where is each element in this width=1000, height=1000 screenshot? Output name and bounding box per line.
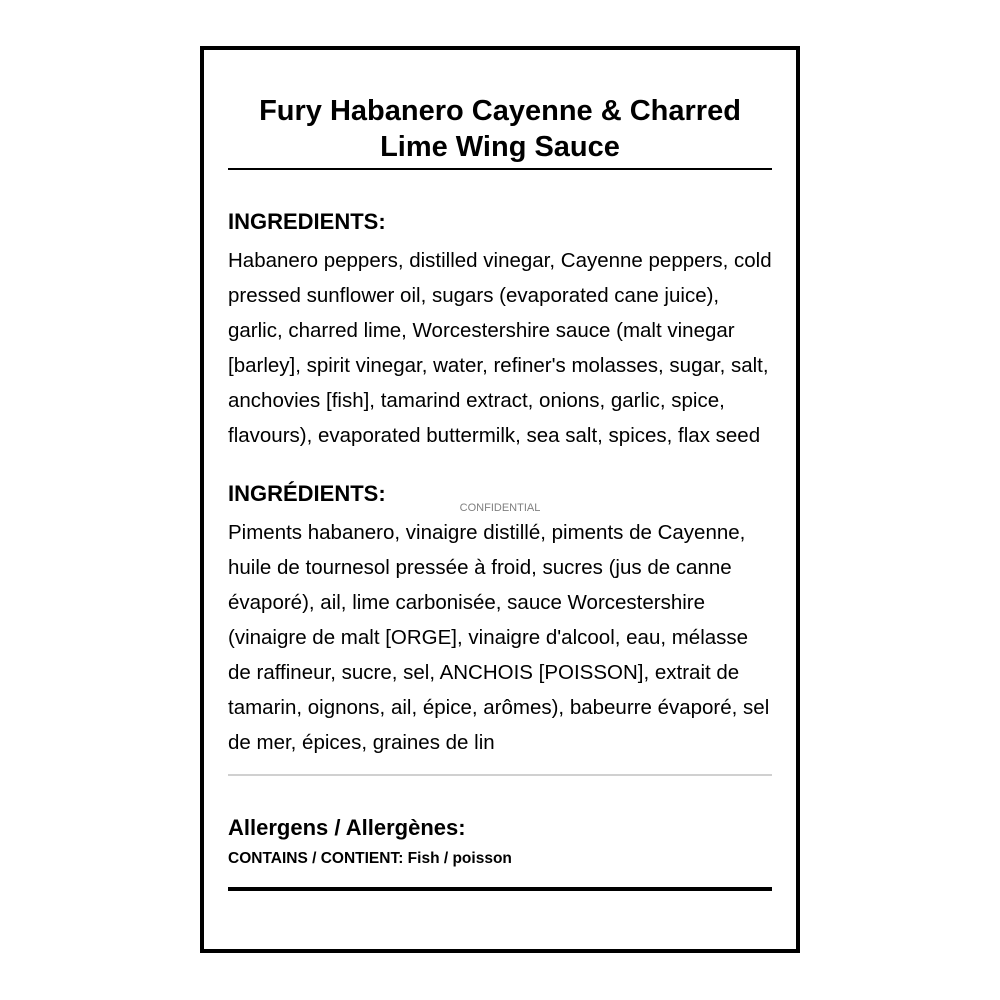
- allergens-heading: Allergens / Allergènes:: [228, 815, 466, 840]
- label-content: [228, 50, 772, 891]
- ingredients-heading-en: INGREDIENTS:: [228, 209, 386, 234]
- confidential-watermark: CONFIDENTIAL: [459, 502, 541, 514]
- ingredients-text-en: Habanero peppers, distilled vinegar, Cayenne peppers, cold pressed sunflower oil, sugars (evaporated cane juice), garlic, charred lime, Worcestershire sauce (malt vinegar [barley], spirit vinegar, water, refiner's molasses, sugar, salt, anchovies [fish], tamarind extract, onions, garlic, spice, flavours), evaporated buttermilk, sea salt, spices, flax seed: [228, 249, 772, 447]
- ingredients-text-fr: Piments habanero, vinaigre distillé, piments de Cayenne, huile de tournesol pressée à froid, sucres (jus de canne évaporé), ail, lime carbonisée, sauce Worcestershire (vinaigre de malt [ORGE], vinaigre d'alcool, eau, mélasse de raffineur, sucre, sel, ANCHOIS [POISSON], extrait de tamarin, oignons, ail, épice, arômes), babeurre évaporé, sel de mer, épices, graines de lin: [228, 521, 770, 754]
- product-title: Fury Habanero Cayenne & Charred Lime Wing Sauce: [259, 95, 741, 163]
- section-divider: [228, 774, 772, 776]
- ingredients-heading-fr: INGRÉDIENTS:: [228, 481, 386, 506]
- bottom-divider: [228, 887, 772, 891]
- title-divider: [228, 168, 772, 170]
- product-label: [200, 46, 800, 953]
- allergens-contains: CONTAINS / CONTIENT: Fish / poisson: [228, 850, 512, 867]
